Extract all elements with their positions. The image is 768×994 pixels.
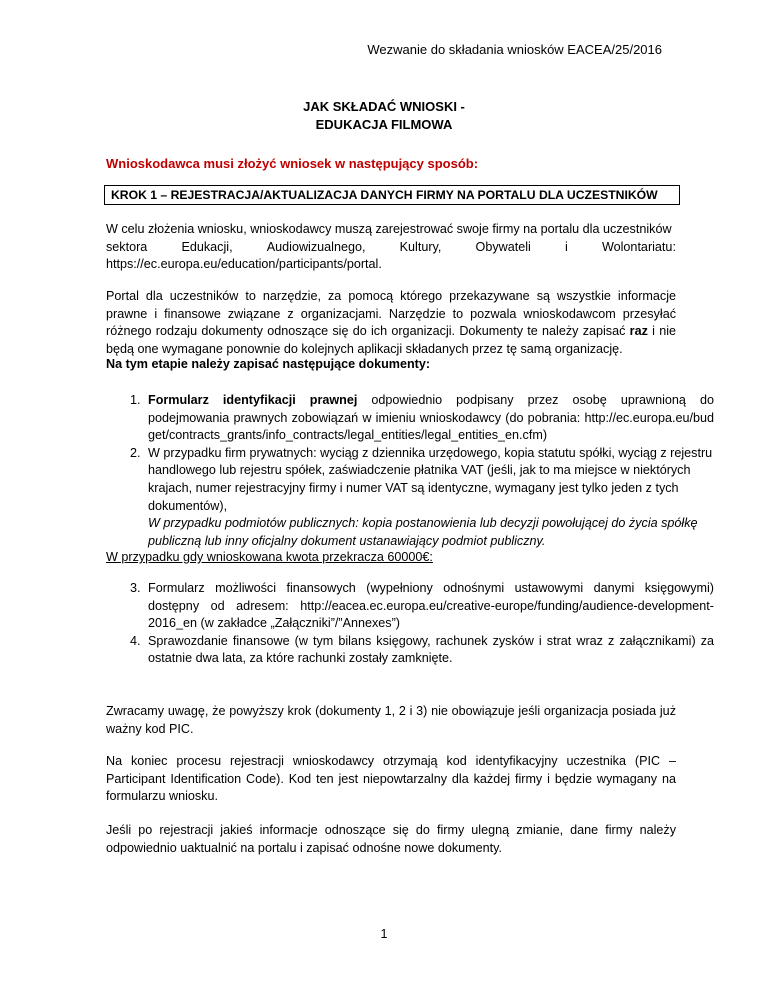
emphasis-raz: raz [629,324,648,339]
paragraph-pic-code: Na koniec procesu rejestracji wnioskodawcy otrzymają kod identyfikacyjny uczestnika (PIC – Participant Identification Code). Kod ten jest niepowtarzalny dla każdej firmy i będzie wymagany na formularzu wniosku. [106,754,676,804]
documents-heading: Na tym etapie należy zapisać następujące dokumenty: [106,357,431,371]
text-segment: ) [542,428,548,443]
text-segment: (w zakładce „Załączniki”/”Annexes”) [197,616,400,631]
text-segment: Portal dla uczestników to narzędzie, za pomocą którego przekazywane są wszystkie informacje prawne i finansowe związane z organizacjami. Narzędzie to pozwala wnioskodawcom przesyłać różnego rodzaju dokumenty odnoszące się do ich organizacji. Dokumenty te należy zapisać [106,289,676,339]
documents-list-continued [106,580,714,668]
word: sektora [106,239,148,254]
word: i [565,239,568,254]
word: Obywateli [475,239,531,254]
list-item-financial-capacity [144,580,714,633]
paragraph-portal-description [106,288,676,358]
paragraph-registration-line-1: W celu złożenia wniosku, wnioskodawcy muszą zarejestrować swoje firmy na portalu dla uczestników [106,222,672,236]
paragraph-update-data: Jeśli po rejestracji jakieś informacje odnoszące się do firmy ulegną zmianie, dane firmy należy odpowiednio uaktualnić na portalu i zapisać odnośne nowe dokumenty. [106,823,676,855]
public-entities-note: W przypadku podmiotów publicznych: kopia postanowienia lub decyzji powołującej do życia spółkę publiczną lub inny oficjalny dokument ustanawiający podmiot publiczny. [148,516,698,548]
page-number: 1 [380,927,388,941]
text-segment: i nie będą one wymagane ponownie do kolejnych aplikacji składanych przez tę samą organizację. [106,324,676,356]
word: Audiowizualnego, [266,239,366,254]
documents-list [106,392,714,550]
paragraph-registration-line-2 [106,239,676,257]
legal-entities-url[interactable]: http://ec.europa.eu/budget/contracts_grants/info_contracts/legal_entities/legal_entities_en.cfm [148,410,714,443]
title-line-1: JAK SKŁADAĆ WNIOSKI - [303,99,465,114]
text-segment: Formularz możliwości finansowych (wypełniony odnośnymi ustawowymi danymi księgowymi) dostępny od adresem: [148,581,714,613]
step-1-heading: KROK 1 – REJESTRACJA/AKTUALIZACJA DANYCH FIRMY NA PORTALU DLA UCZESTNIKÓW [104,185,680,205]
intro-instruction: Wnioskodawca musi złożyć wniosek w następujący sposób: [106,156,479,171]
portal-url[interactable]: https://ec.europa.eu/education/participants/portal. [106,257,382,272]
amount-condition: W przypadku gdy wnioskowana kwota przekracza 60000€: [106,550,433,564]
legal-form-name: Formularz identyfikacji prawnej [148,393,358,407]
word: Kultury, [399,239,442,254]
paragraph-pic-note: Zwracamy uwagę, że powyższy krok (dokumenty 1, 2 i 3) nie obowiązuje jeśli organizacja posiada już ważny kod PIC. [106,704,676,736]
word: Edukacji, [181,239,233,254]
title-line-2: EDUKACJA FILMOWA [315,117,453,132]
audience-development-url[interactable]: http://eacea.ec.europa.eu/creative-europe/funding/audience-development-2016_en [148,598,714,631]
list-item-financial-statement: 4. Sprawozdanie finansowe (w tym bilans księgowy, rachunek zysków i strat wraz z załącznikami) za ostatnie dwa lata, za które rachunki zostały zamknięte. [144,633,714,668]
list-item-company-documents [144,445,714,551]
text-segment: odpowiednio podpisany przez osobę uprawnioną do podejmowania prawnych zobowiązań w imieniu wnioskodawcy (do pobrania: [148,393,714,425]
word: Wolontariatu: [601,239,676,254]
running-header: Wezwanie do składania wniosków EACEA/25/2016 [367,42,662,57]
paragraph-registration [106,221,676,274]
text-segment: W przypadku firm prywatnych: wyciąg z dziennika urzędowego, kopia statutu spółki, wyciąg z rejestru handlowego lub rejestru spółek, zaświadczenie płatnika VAT (jeśli, jak to ma miejsce w niektórych krajach, numer rejestracyjny firmy i numer VAT są identyczne, wymagany jest tylko jeden z tych dokumentów), [148,445,713,513]
list-item-legal-form [144,392,714,445]
document-title [0,98,768,134]
